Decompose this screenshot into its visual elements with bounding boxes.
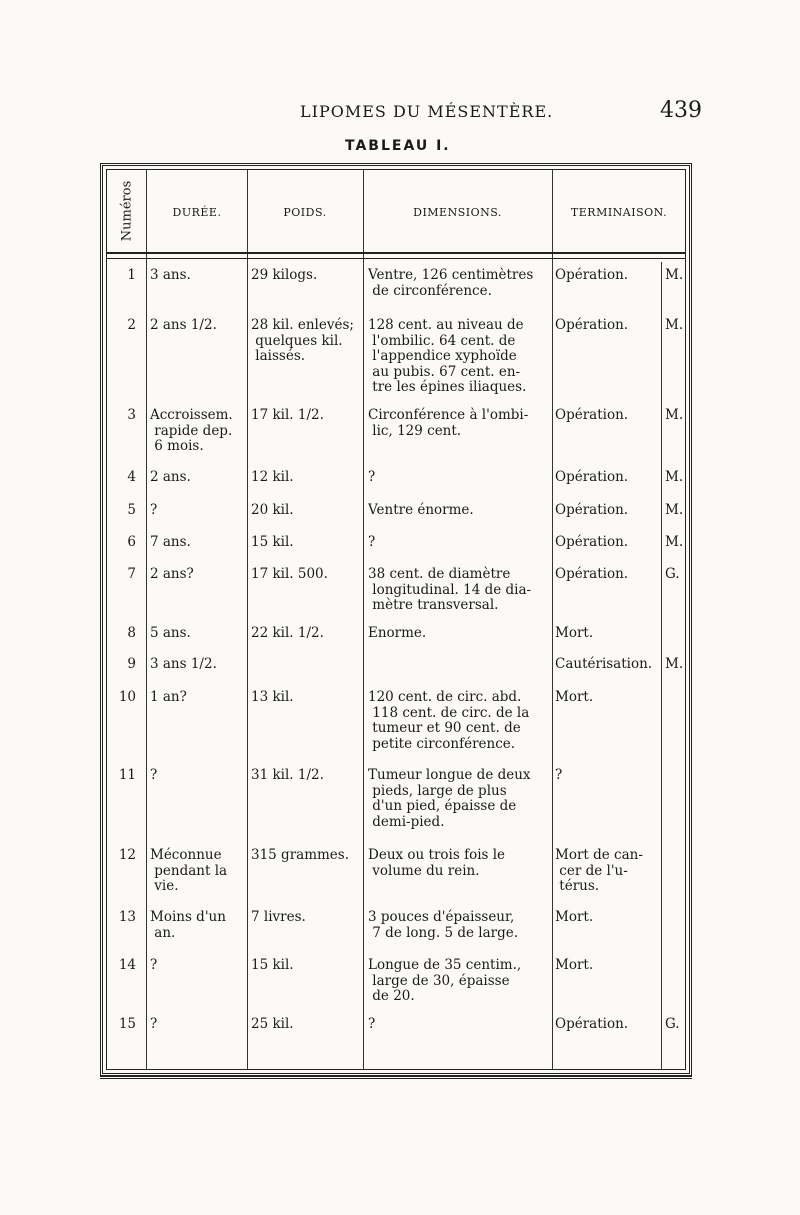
page-number: 439	[660, 98, 702, 123]
cell-poids: 31 kil. 1/2.	[251, 767, 324, 783]
cell-terminaison: Mort.	[555, 625, 594, 641]
cell-sign: G.	[665, 566, 680, 582]
header-duree: DURÉE.	[172, 206, 222, 219]
cell-terminaison: Mort.	[555, 909, 594, 925]
cell-num: 1	[127, 267, 136, 283]
cell-terminaison: Mort de can- cer de l'u- térus.	[555, 847, 643, 894]
header-rule	[106, 252, 686, 259]
cell-sign: M.	[665, 469, 684, 485]
cell-terminaison: Cautérisation.	[555, 656, 653, 672]
cell-dimensions: 120 cent. de circ. abd. 118 cent. de circ. de la tumeur et 90 cent. de petite circonférence.	[368, 689, 530, 752]
cell-dimensions: Ventre, 126 centimètres de circonférence.	[368, 267, 534, 299]
cell-num: 13	[118, 909, 136, 925]
cell-dimensions: Circonférence à l'ombi- lic, 129 cent.	[368, 407, 529, 439]
running-head	[0, 100, 800, 126]
cell-num: 10	[118, 689, 136, 705]
cell-sign: M.	[665, 407, 684, 423]
cell-dimensions: Ventre énorme.	[368, 502, 474, 518]
cell-duree: 1 an?	[150, 689, 187, 705]
cell-num: 4	[127, 469, 136, 485]
cell-poids: 20 kil.	[251, 502, 294, 518]
cell-duree: 7 ans.	[150, 534, 191, 550]
cell-duree: 2 ans 1/2.	[150, 317, 217, 333]
cell-poids: 25 kil.	[251, 1016, 294, 1032]
cell-num: 14	[118, 957, 136, 973]
cell-terminaison: Mort.	[555, 957, 594, 973]
cell-duree: Méconnue pendant la vie.	[150, 847, 228, 894]
cell-dimensions: Deux ou trois fois le volume du rein.	[368, 847, 506, 879]
table-title: TABLEAU I.	[345, 138, 451, 154]
cell-num: 12	[118, 847, 136, 863]
cell-poids: 15 kil.	[251, 957, 294, 973]
header-numeros	[109, 170, 145, 252]
cell-duree: ?	[150, 767, 158, 783]
header-dimensions: DIMENSIONS.	[413, 206, 502, 219]
cell-poids: 7 livres.	[251, 909, 306, 925]
cell-dimensions: 38 cent. de diamètre longitudinal. 14 de dia- mètre transversal.	[368, 566, 532, 613]
cell-dimensions: Longue de 35 centim., large de 30, épaisse de 20.	[368, 957, 522, 1004]
cell-duree: 2 ans?	[150, 566, 194, 582]
cell-terminaison: Opération.	[555, 502, 629, 518]
cell-num: 6	[127, 534, 136, 550]
cell-terminaison: Opération.	[555, 317, 629, 333]
cell-terminaison: Opération.	[555, 534, 629, 550]
header-numeros-label: Numéros	[119, 180, 135, 242]
cell-num: 11	[118, 767, 136, 783]
cell-num: 9	[127, 656, 136, 672]
cell-sign: G.	[665, 1016, 680, 1032]
cell-sign: M.	[665, 534, 684, 550]
cell-terminaison: Opération.	[555, 267, 629, 283]
cell-poids: 17 kil. 1/2.	[251, 407, 324, 423]
cell-terminaison: Opération.	[555, 1016, 629, 1032]
cell-duree: ?	[150, 502, 158, 518]
cell-dimensions: ?	[368, 1016, 376, 1032]
header-poids: POIDS.	[283, 206, 327, 219]
cell-dimensions: Tumeur longue de deux pieds, large de plus d'un pied, épaisse de demi-pied.	[368, 767, 531, 830]
cell-sign: M.	[665, 502, 684, 518]
cell-sign: M.	[665, 317, 684, 333]
cell-num: 15	[118, 1016, 136, 1032]
cell-poids: 17 kil. 500.	[251, 566, 328, 582]
running-title: LIPOMES DU MÉSENTÈRE.	[300, 102, 554, 121]
cell-sign: M.	[665, 656, 684, 672]
cell-terminaison: Opération.	[555, 469, 629, 485]
cell-duree: Moins d'un an.	[150, 909, 226, 941]
column-divider	[552, 170, 553, 1070]
column-divider	[661, 262, 662, 1070]
cell-poids: 22 kil. 1/2.	[251, 625, 324, 641]
cell-poids: 13 kil.	[251, 689, 294, 705]
cell-duree: 3 ans 1/2.	[150, 656, 217, 672]
cell-num: 8	[127, 625, 136, 641]
bottom-rule	[100, 1076, 692, 1079]
cell-num: 3	[127, 407, 136, 423]
cell-dimensions: ?	[368, 534, 376, 550]
column-divider	[146, 170, 147, 1070]
cell-dimensions: 128 cent. au niveau de l'ombilic. 64 cent. de l'appendice xyphoïde au pubis. 67 cent. en- tre les épines iliaques.	[368, 317, 527, 395]
cell-duree: ?	[150, 957, 158, 973]
cell-terminaison: Opération.	[555, 566, 629, 582]
cell-duree: 5 ans.	[150, 625, 191, 641]
cell-poids: 28 kil. enlevés; quelques kil. laissés.	[251, 317, 354, 364]
cell-terminaison: Mort.	[555, 689, 594, 705]
cell-dimensions: 3 pouces d'épaisseur, 7 de long. 5 de large.	[368, 909, 519, 941]
cell-duree: Accroissem. rapide dep. 6 mois.	[150, 407, 233, 454]
cell-duree: 3 ans.	[150, 267, 191, 283]
cell-dimensions: Enorme.	[368, 625, 427, 641]
cell-num: 5	[127, 502, 136, 518]
cell-poids: 12 kil.	[251, 469, 294, 485]
cell-num: 7	[127, 566, 136, 582]
cell-sign: M.	[665, 267, 684, 283]
cell-dimensions: ?	[368, 469, 376, 485]
cell-poids: 29 kilogs.	[251, 267, 318, 283]
cell-duree: ?	[150, 1016, 158, 1032]
cell-poids: 15 kil.	[251, 534, 294, 550]
column-divider	[247, 170, 248, 1070]
cell-duree: 2 ans.	[150, 469, 191, 485]
column-divider	[363, 170, 364, 1070]
cell-num: 2	[127, 317, 136, 333]
cell-terminaison: ?	[555, 767, 563, 783]
header-terminaison: TERMINAISON.	[570, 206, 668, 219]
cell-terminaison: Opération.	[555, 407, 629, 423]
cell-poids: 315 grammes.	[251, 847, 350, 863]
